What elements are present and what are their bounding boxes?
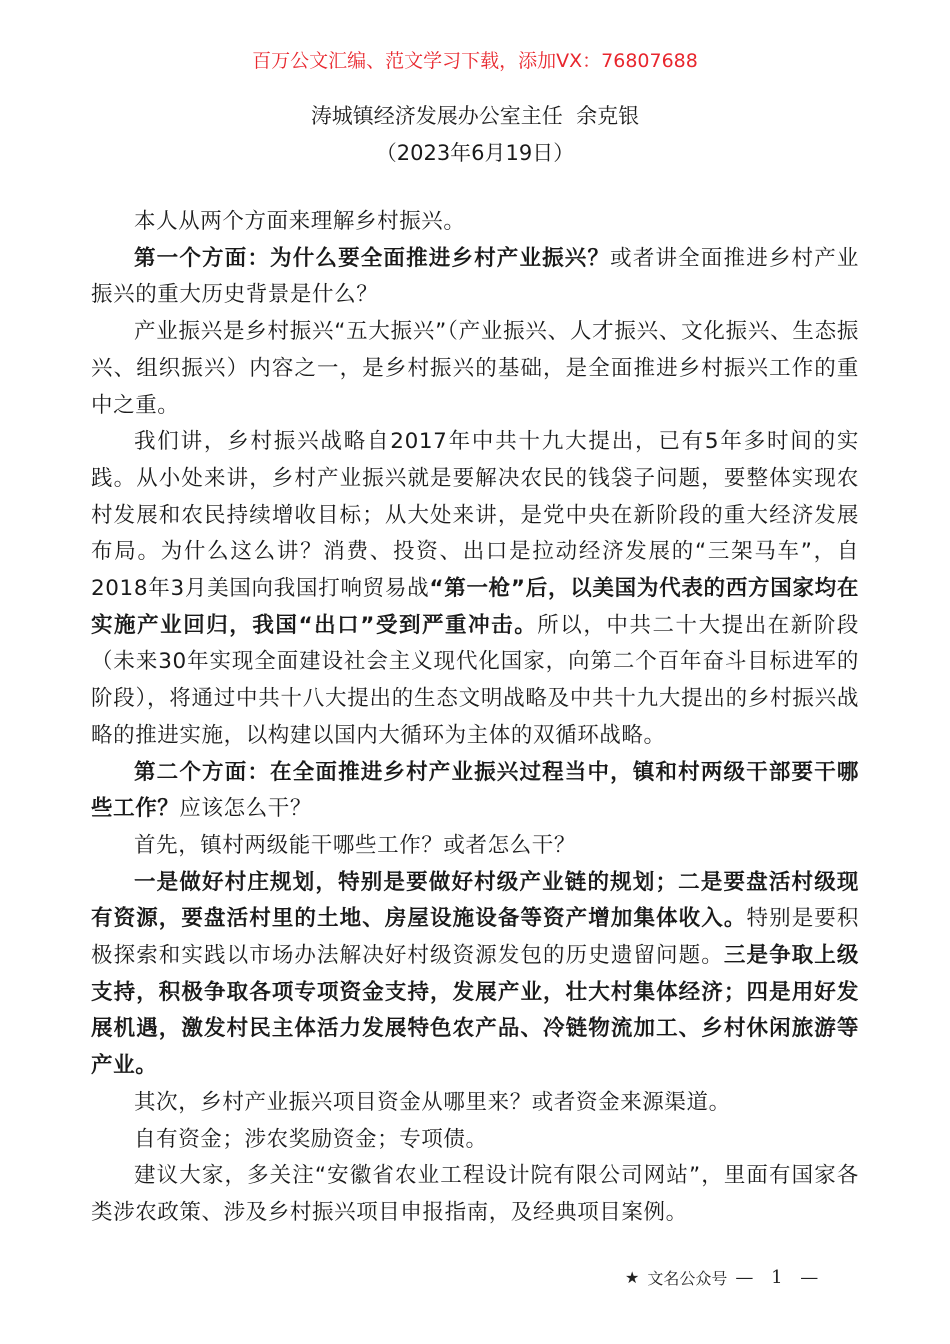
paragraph (91, 755, 859, 828)
text-run: 本人从两个方面来理解乡村振兴。 (134, 209, 466, 234)
document-header (0, 98, 950, 172)
star-icon: ★ (625, 1268, 640, 1287)
page-footer (625, 1266, 824, 1289)
paragraph (91, 1085, 859, 1122)
bold-text-run: 第二个方面：在全面推进乡村产业振兴过程当中，镇和村两级干部要干哪些工作？ (91, 759, 859, 822)
paragraph (91, 204, 859, 241)
footer-label: 文名公众号 (647, 1269, 728, 1288)
author-line: 涛城镇经济发展办公室主任 余克银 (310, 104, 640, 128)
text-run: 产业振兴是乡村振兴“五大振兴”（产业振兴、人才振兴、文化振兴、生态振兴、组织振兴）内容之一，是乡村振兴的基础，是全面推进乡村振兴工作的重中之重。 (91, 319, 859, 418)
text-run: 所以，中共二十大提出在新阶段（未来30年实现全面建设社会主义现代化国家，向第二个百年奋斗目标进军的阶段），将通过中共十八大提出的生态文明战略及中共十九大提出的乡村振兴战略的推进实施，以构建以国内大循环为主体的双循环战略。 (91, 612, 859, 748)
bold-text-run: “第一枪”后，以美国为代表的西方国家均在实施产业回归，我国“出口”受到严重冲击。 (91, 576, 859, 638)
paragraph (91, 241, 859, 314)
watermark-banner: 百万公文汇编、范文学习下载，添加VX：76807688 (252, 50, 698, 72)
text-run: 特别是要积极探索和实践以市场办法解决好村级资源发包的历史遗留问题。 (91, 906, 859, 969)
paragraph (91, 865, 859, 1085)
paragraph (91, 314, 859, 424)
text-run: 首先，镇村两级能干哪些工作？或者怎么干？ (134, 832, 577, 858)
paragraph (91, 424, 859, 754)
page-number: — 1 — (735, 1267, 825, 1288)
date-line: （2023年6月19日） (375, 141, 575, 165)
paragraph (91, 1158, 859, 1231)
text-run: 其次，乡村产业振兴项目资金从哪里来？或者资金来源渠道。 (134, 1089, 731, 1115)
bold-text-run: 一是做好村庄规划，特别是要做好村级产业链的规划；二是要盘活村级现有资源，要盘活村里的土地、房屋设施设备等资产增加集体收入。 (91, 869, 859, 932)
text-run: 或者讲全面推进乡村产业振兴的重大历史背景是什么？ (91, 245, 859, 308)
document-body (91, 204, 859, 1232)
bold-text-run: 第一个方面：为什么要全面推进乡村产业振兴？ (134, 245, 611, 271)
text-run: 应该怎么干？ (179, 796, 313, 822)
text-run: 建议大家，多关注“安徽省农业工程设计院有限公司网站”，里面有国家各类涉农政策、涉及乡村振兴项目申报指南，及经典项目案例。 (91, 1163, 859, 1225)
paragraph (91, 1122, 859, 1159)
text-run: 我们讲，乡村振兴战略自2017年中共十九大提出，已有5年多时间的实践。从小处来讲，乡村产业振兴就是要解决农民的钱袋子问题，要整体实现农村发展和农民持续增收目标；从大处来讲，是党中央在新阶段的重大经济发展布局。为什么这么讲？消费、投资、出口是拉动经济发展的“三架马车”，自2018年3月美国向我国打响贸易战 (91, 429, 859, 602)
paragraph (91, 828, 859, 865)
text-run: 自有资金；涉农奖励资金；专项债。 (134, 1126, 488, 1152)
bold-text-run: 三是争取上级支持，积极争取各项专项资金支持，发展产业，壮大村集体经济；四是用好发展机遇，激发村民主体活力发展特色农产品、冷链物流加工、乡村休闲旅游等产业。 (91, 943, 859, 1079)
